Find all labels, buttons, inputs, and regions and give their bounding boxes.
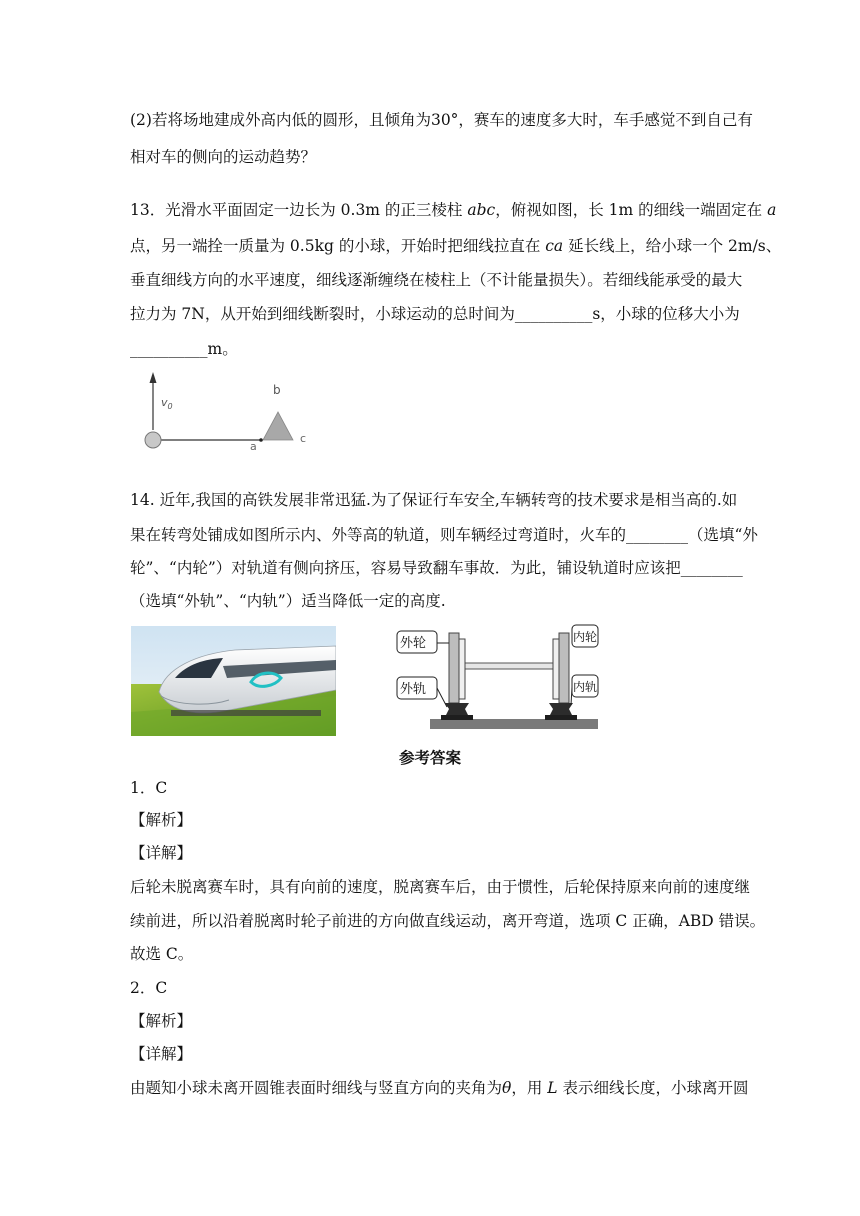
train-photo: [131, 626, 336, 736]
ground-base: [430, 719, 598, 729]
answer-text: ，用: [511, 1079, 548, 1097]
axle: [465, 663, 565, 669]
ball-icon: [145, 432, 161, 448]
inner-wheel-rim: [553, 639, 559, 699]
q13-line5: __________m。: [130, 340, 238, 358]
outer-wheel-shape: [449, 633, 459, 703]
q13-line2: [130, 236, 781, 256]
answer-1: 1．C: [130, 779, 168, 797]
wheel-rail-diagram: [385, 617, 600, 739]
q12-line1: (2)若将场地建成外高内低的圆形，且倾角为30°，赛车的速度多大时，车手感觉不到自己有: [130, 111, 753, 129]
arrow-head-icon: [150, 372, 157, 383]
label-b: b: [273, 383, 281, 397]
answer-1-text1: 后轮未脱离赛车时，具有向前的速度，脱离赛车后，由于惯性，后轮保持原来向前的速度继: [130, 878, 751, 896]
q13-text: 点，另一端拴一质量为 0.5kg 的小球，开始时把细线拉直在: [130, 237, 546, 255]
q13-var-a: a: [767, 201, 777, 219]
q13-var-ca: ca: [545, 237, 564, 255]
inner-rail-shape: [549, 703, 573, 717]
answer-2-text1: [130, 1078, 749, 1098]
q13-figure: [135, 368, 325, 458]
answer-1-jiexi: 【解析】: [130, 811, 193, 829]
answer-1-text3: 故选 C。: [130, 945, 194, 963]
label-inner-rail: 内轨: [573, 680, 598, 694]
answer-2-xiangjie: 【详解】: [130, 1045, 193, 1063]
answer-2-jiexi: 【解析】: [130, 1012, 193, 1030]
answer-text: 由题知小球未离开圆锥表面时细线与竖直方向的夹角为: [130, 1079, 503, 1097]
label-a: a: [250, 440, 257, 453]
q13-text: ，俯视如图，长 1m 的细线一端固定在: [495, 201, 768, 219]
q14-line2: 果在转弯处铺成如图所示内、外等高的轨道，则车辆经过弯道时，火车的________（选填“外: [130, 526, 758, 544]
label-c: c: [300, 432, 307, 445]
q13-text: 延长线上，给小球一个 2m/s、: [563, 237, 782, 255]
label-outer-rail: 外轨: [400, 682, 427, 697]
answer-2: 2．C: [130, 979, 168, 997]
point-a-dot: [259, 438, 263, 442]
q13-line4: 拉力为 7N，从开始到细线断裂时，小球运动的总时间为__________s，小球的位移大小为: [130, 305, 740, 323]
label-outer-wheel: 外轮: [400, 636, 427, 651]
v0-label: $v_0$: [161, 396, 173, 411]
theta-symbol: θ: [502, 1079, 512, 1097]
inner-wheel-shape: [559, 633, 569, 703]
prism-triangle: [263, 412, 293, 440]
q14-line4: （选填“外轨”、“内轨”）适当降低一定的高度.: [130, 592, 446, 610]
outer-rail-shape: [445, 703, 469, 717]
outer-wheel-rim: [459, 639, 465, 699]
answer-text: 表示细线长度，小球离开圆: [557, 1079, 749, 1097]
q13-line3: 垂直细线方向的水平速度，细线逐渐缠绕在棱柱上（不计能量损失）。若细线能承受的最大: [130, 271, 743, 289]
answer-1-xiangjie: 【详解】: [130, 844, 193, 862]
q12-line2: 相对车的侧向的运动趋势？: [130, 148, 317, 166]
q14-line1: 14. 近年,我国的高铁发展非常迅猛.为了保证行车安全,车辆转弯的技术要求是相当高的.如: [130, 491, 738, 509]
q13-text: 13．光滑水平面固定一边长为 0.3m 的正三棱柱: [130, 201, 468, 219]
answers-title: 参考答案: [398, 748, 461, 767]
q13-line1: [130, 200, 776, 220]
label-inner-wheel: 内轮: [573, 630, 598, 644]
q13-var-abc: abc: [467, 201, 496, 219]
q14-line3: 轮”、“内轮”）对轨道有侧向挤压，容易导致翻车事故．为此，铺设轨道时应该把________: [130, 559, 743, 577]
var-L: L: [547, 1079, 558, 1097]
answer-1-text2: 续前进，所以沿着脱离时轮子前进的方向做直线运动，离开弯道，选项 C 正确，ABD 错误。: [130, 912, 766, 930]
